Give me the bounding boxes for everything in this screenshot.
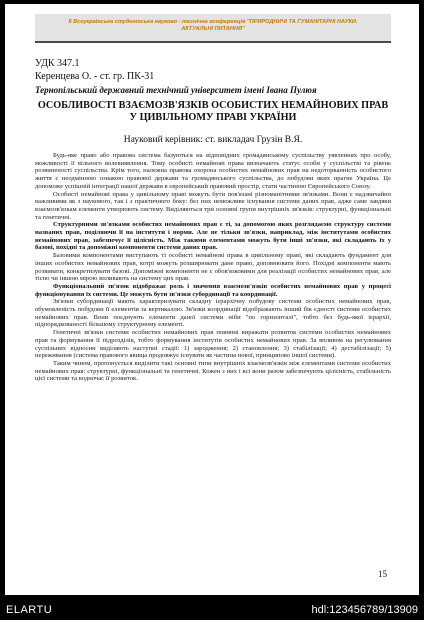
paragraph: Структурними зв'язками особистих немайнових прав є ті, за допомогою яких розглядаємо структуру системи названих прав, поділяючи її на інститути і норми. Але не тільки зв'язки, наприклад, між інститутами особистих немайнових прав, забезпечує її цілісність. Між такими елементами можуть бути інші зв'язки, які складають їх у базові, похідні та допоміжні компоненти системи даних прав. bbox=[35, 221, 391, 252]
supervisor-line: Науковий керівник: ст. викладач Грузін В.Я. bbox=[123, 135, 303, 145]
paragraph: Таким чином, пропонується виділити такі основні типи внутрішніх взаємозв'язків між елементами системи особистих немайнових прав: структурні, функціональні та генетичні. Кожен з них і всі вони разом забезпечують цілісність, стабільність цієї системи та водночас її розвиток. bbox=[35, 359, 391, 383]
author-line: Керенцева О. - ст. гр. ПК-31 bbox=[35, 71, 155, 82]
paragraph: Функціональний зв'язок відображає роль і значення взаємозв'язків особистих немайнових прав у процесі функціонування їх системи. Це можуть бути зв'язки субординації та координації. bbox=[35, 282, 391, 298]
conference-header-line2: АКТУАЛЬНІ ПИТАННЯ" bbox=[181, 26, 245, 32]
article-title: ОСОБЛИВОСТІ ВЗАЄМОЗВ'ЯЗКІВ ОСОБИСТИХ НЕМАЙНОВИХ ПРАВ У ЦИВІЛЬНОМУ ПРАВІ УКРАЇНИ bbox=[37, 100, 389, 123]
paragraph: Будь-яке право або правова система базуються на відповідних громадянському суспільству уявленнях про особу, можливості її вільного волевиявлення. Тому особисті немайнові права визначають статус особи у суспільстві та рівень розвиненості суспільства. Крім того, належна правова охорона особистих немайнових прав на недоторканність особистого життя є неодмінною ознакою правової держави та громадянського суспільства, до побудови яких прагне Україна. Це допоможе успішній інтеграції нашої держави в європейський правовий простір, стати частиною Європейського Союзу. bbox=[35, 152, 391, 190]
repository-label: ELARTU bbox=[6, 604, 53, 616]
udk-code: УДК 347.1 bbox=[35, 58, 80, 69]
conference-header-line1: ІІ Всеукраїнська студентська науково - технічна конференція "ПРИРОДНИЧІ ТА ГУМАНІТАРНІ НАУКИ. bbox=[68, 19, 358, 25]
paragraph: Генетичні зв'язки системи особистих немайнових прав повинні виражати розвиток системи особистих немайнових прав та формування її підрозділів, тобто формування інститутів особистих немайнових прав. За впливом на регулювання суспільних відносин виділяють наступні стадії: 1) зародження; 2) становлення; 3) стабілізації; 4) дестабілізації; 5) переживання (система правового явища продовжує існувати як частина нової, принципово іншої системи). bbox=[35, 329, 391, 360]
handle-identifier: hdl:123456789/13909 bbox=[311, 604, 418, 616]
article-body bbox=[35, 152, 391, 383]
paragraph: Базовими компонентами виступають ті особисті немайнові права в цивільному праві, які складають фундамент для інших особистих немайнових прав, котрі можуть розширювати дане право, доповнювати його. Похідні компоненти мають розвивати, конкретизувати базові. Допоміжні компоненти не є обов'язковими для реалізації особистих немайнових прав, але тісно чи іншою мірою впливають на систему цих прав. bbox=[35, 252, 391, 283]
page-number: 15 bbox=[378, 569, 387, 579]
paragraph: Особисті немайнові права у цивільному праві можуть бути пов'язані різноманітними зв'язками. Вони є надзвичайно важливими як з наукового, так і з практичного боку: без них неможливе існування системи даних прав, адже саме завдяки взаємозв'язкам елементи утворюють систему. Виділяються три основні групи внутрішніх зв'язків: структурні, функціональні та генетичні. bbox=[35, 190, 391, 221]
institution-line: Тернопільський державний технічний університет імені Івана Пулюя bbox=[35, 85, 317, 95]
paragraph: Зв'язки субординації мають характеризувати складну ієрархічну побудову системи особистих немайнових прав, обумовленість побудови її елементів за вертикаллю. Зв'язки координації відображають інший бік єдності системи особистих немайнових прав. Вони поєднують елементи даної системи ніби "по горизонталі", тобто без будь-якої ієрархії, підпорядкованості більшому структурному елементі. bbox=[35, 298, 391, 329]
conference-header bbox=[35, 14, 391, 43]
document-page bbox=[5, 4, 419, 595]
